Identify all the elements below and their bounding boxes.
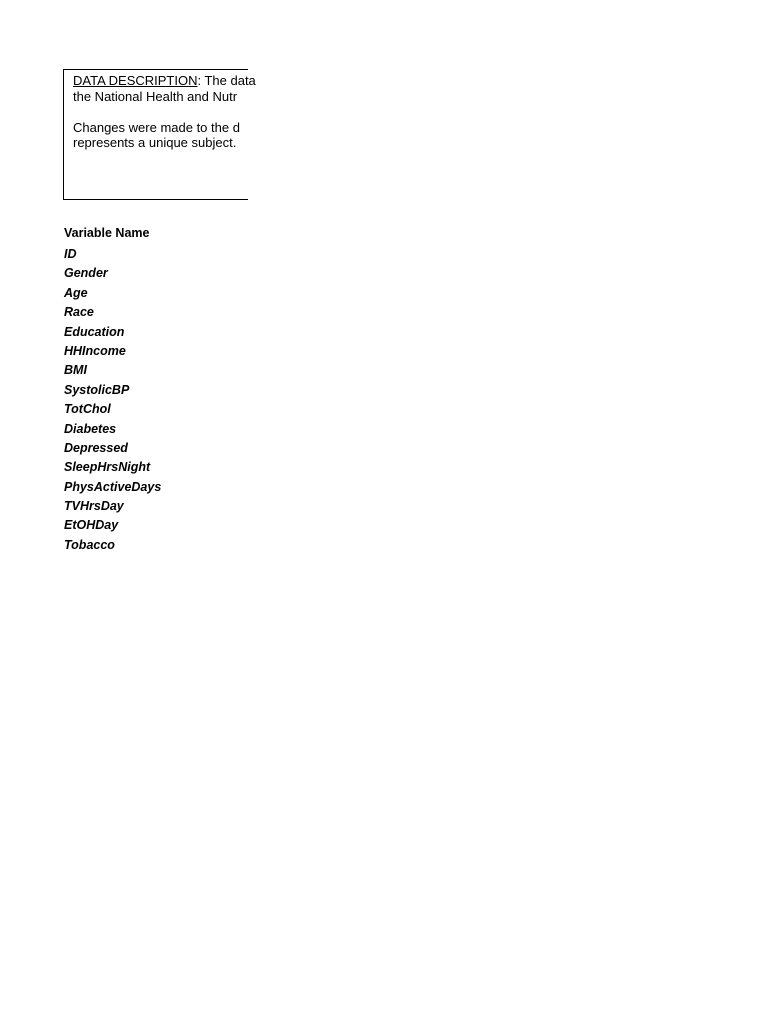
variable-list <box>64 245 161 555</box>
variable-name-header: Variable Name <box>64 226 150 240</box>
variable-item-diabetes: Diabetes <box>64 421 117 436</box>
variable-item-systolicbp: SystolicBP <box>64 382 130 397</box>
variable-item-tobacco: Tobacco <box>64 537 115 552</box>
description-line-4: represents a unique subject. <box>73 135 237 150</box>
data-description-label: DATA DESCRIPTION <box>73 73 198 88</box>
variable-item-sleephrsnight: SleepHrsNight <box>64 460 151 475</box>
data-description-box <box>63 69 256 200</box>
description-line-1 <box>73 73 256 89</box>
variable-item-depressed: Depressed <box>64 440 128 455</box>
variable-item-physactivedays: PhysActiveDays <box>64 479 162 494</box>
variable-item-age: Age <box>64 285 88 300</box>
variable-item-id: ID <box>64 247 77 261</box>
variable-item-etohday: EtOHDay <box>64 518 119 533</box>
variable-item-gender: Gender <box>64 266 108 281</box>
description-line-1-text: : The data <box>197 73 256 88</box>
variable-item-race: Race <box>64 305 94 320</box>
variable-item-totchol: TotChol <box>64 402 111 417</box>
variable-item-bmi: BMI <box>64 363 87 378</box>
variable-item-education: Education <box>64 324 125 339</box>
variable-item-hhincome: HHIncome <box>64 343 126 358</box>
description-line-3: Changes were made to the d <box>73 120 240 135</box>
variable-item-tvhrsday: TVHrsDay <box>64 499 124 514</box>
description-line-2: the National Health and Nutr <box>73 89 238 104</box>
